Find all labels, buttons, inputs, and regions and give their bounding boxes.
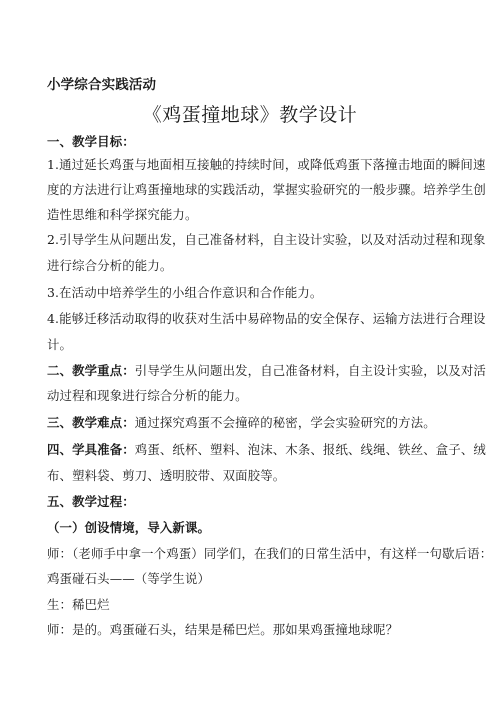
goal-1-line-2: 度的方法进行让鸡蛋撞地球的实践活动，掌握实验研究的一般步骤。培养学生创 — [47, 182, 486, 197]
dialogue-teacher-1-line-1: 师：（老师手中拿一个鸡蛋）同学们，在我们的日常生活中，有这样一句歇后语： — [47, 546, 493, 561]
materials-line-1: 鸡蛋、纸杯、塑料、泡沫、木条、报纸、线绳、铁丝、盒子、绒 — [134, 442, 486, 457]
process-part-1-heading: （一）创设情境，导入新课。 — [47, 520, 211, 535]
goal-1-line-1: 1.通过延长鸡蛋与地面相互接触的持续时间，或降低鸡蛋下落撞击地面的瞬间速 — [47, 157, 486, 172]
section-heading-key-points: 二、教学重点： — [47, 363, 135, 378]
section-heading-materials: 四、学具准备： — [47, 442, 135, 457]
goal-3-line-1: 3.在活动中培养学生的小组合作意识和合作能力。 — [47, 285, 323, 300]
goal-2-line-2: 进行综合分析的能力。 — [47, 258, 173, 273]
materials-line-2: 布、塑料袋、剪刀、透明胶带、双面胶等。 — [47, 468, 286, 483]
section-difficulties — [47, 415, 465, 431]
document-title: 《鸡蛋撞地球》教学设计 — [142, 104, 358, 126]
goal-4-line-1: 4.能够迁移活动取得的收获对生活中易碎物品的安全保存、运输方法进行合理设 — [47, 311, 486, 326]
difficulties-line-1: 通过探究鸡蛋不会撞碎的秘密，学会实验研究的方法。 — [134, 415, 436, 430]
dialogue-teacher-2: 师：是的。鸡蛋碰石头，结果是稀巴烂。那如果鸡蛋撞地球呢？ — [47, 622, 399, 637]
goal-1-line-3: 造性思维和科学探究能力。 — [47, 207, 198, 222]
section-heading-difficulties: 三、教学难点： — [47, 415, 135, 430]
key-points-line-2: 动过程和现象进行综合分析的能力。 — [47, 388, 248, 403]
document-subtitle: 小学综合实践活动 — [47, 77, 157, 93]
key-points-line-1: 引导学生从问题出发，自己准备材料，自主设计实验，以及对活 — [134, 363, 486, 378]
section-heading-objectives: 一、教学目标： — [47, 134, 135, 149]
section-heading-process: 五、教学过程： — [47, 494, 135, 509]
dialogue-student-1: 生：稀巴烂 — [47, 597, 110, 612]
dialogue-teacher-1-line-2: 鸡蛋碰石头——（等学生说） — [47, 571, 211, 586]
goal-2-line-1: 2.引导学生从问题出发，自己准备材料，自主设计实验，以及对活动过程和现象 — [47, 232, 486, 247]
section-materials — [47, 442, 486, 458]
goal-4-line-2: 计。 — [47, 337, 73, 352]
section-key-points — [47, 363, 486, 379]
